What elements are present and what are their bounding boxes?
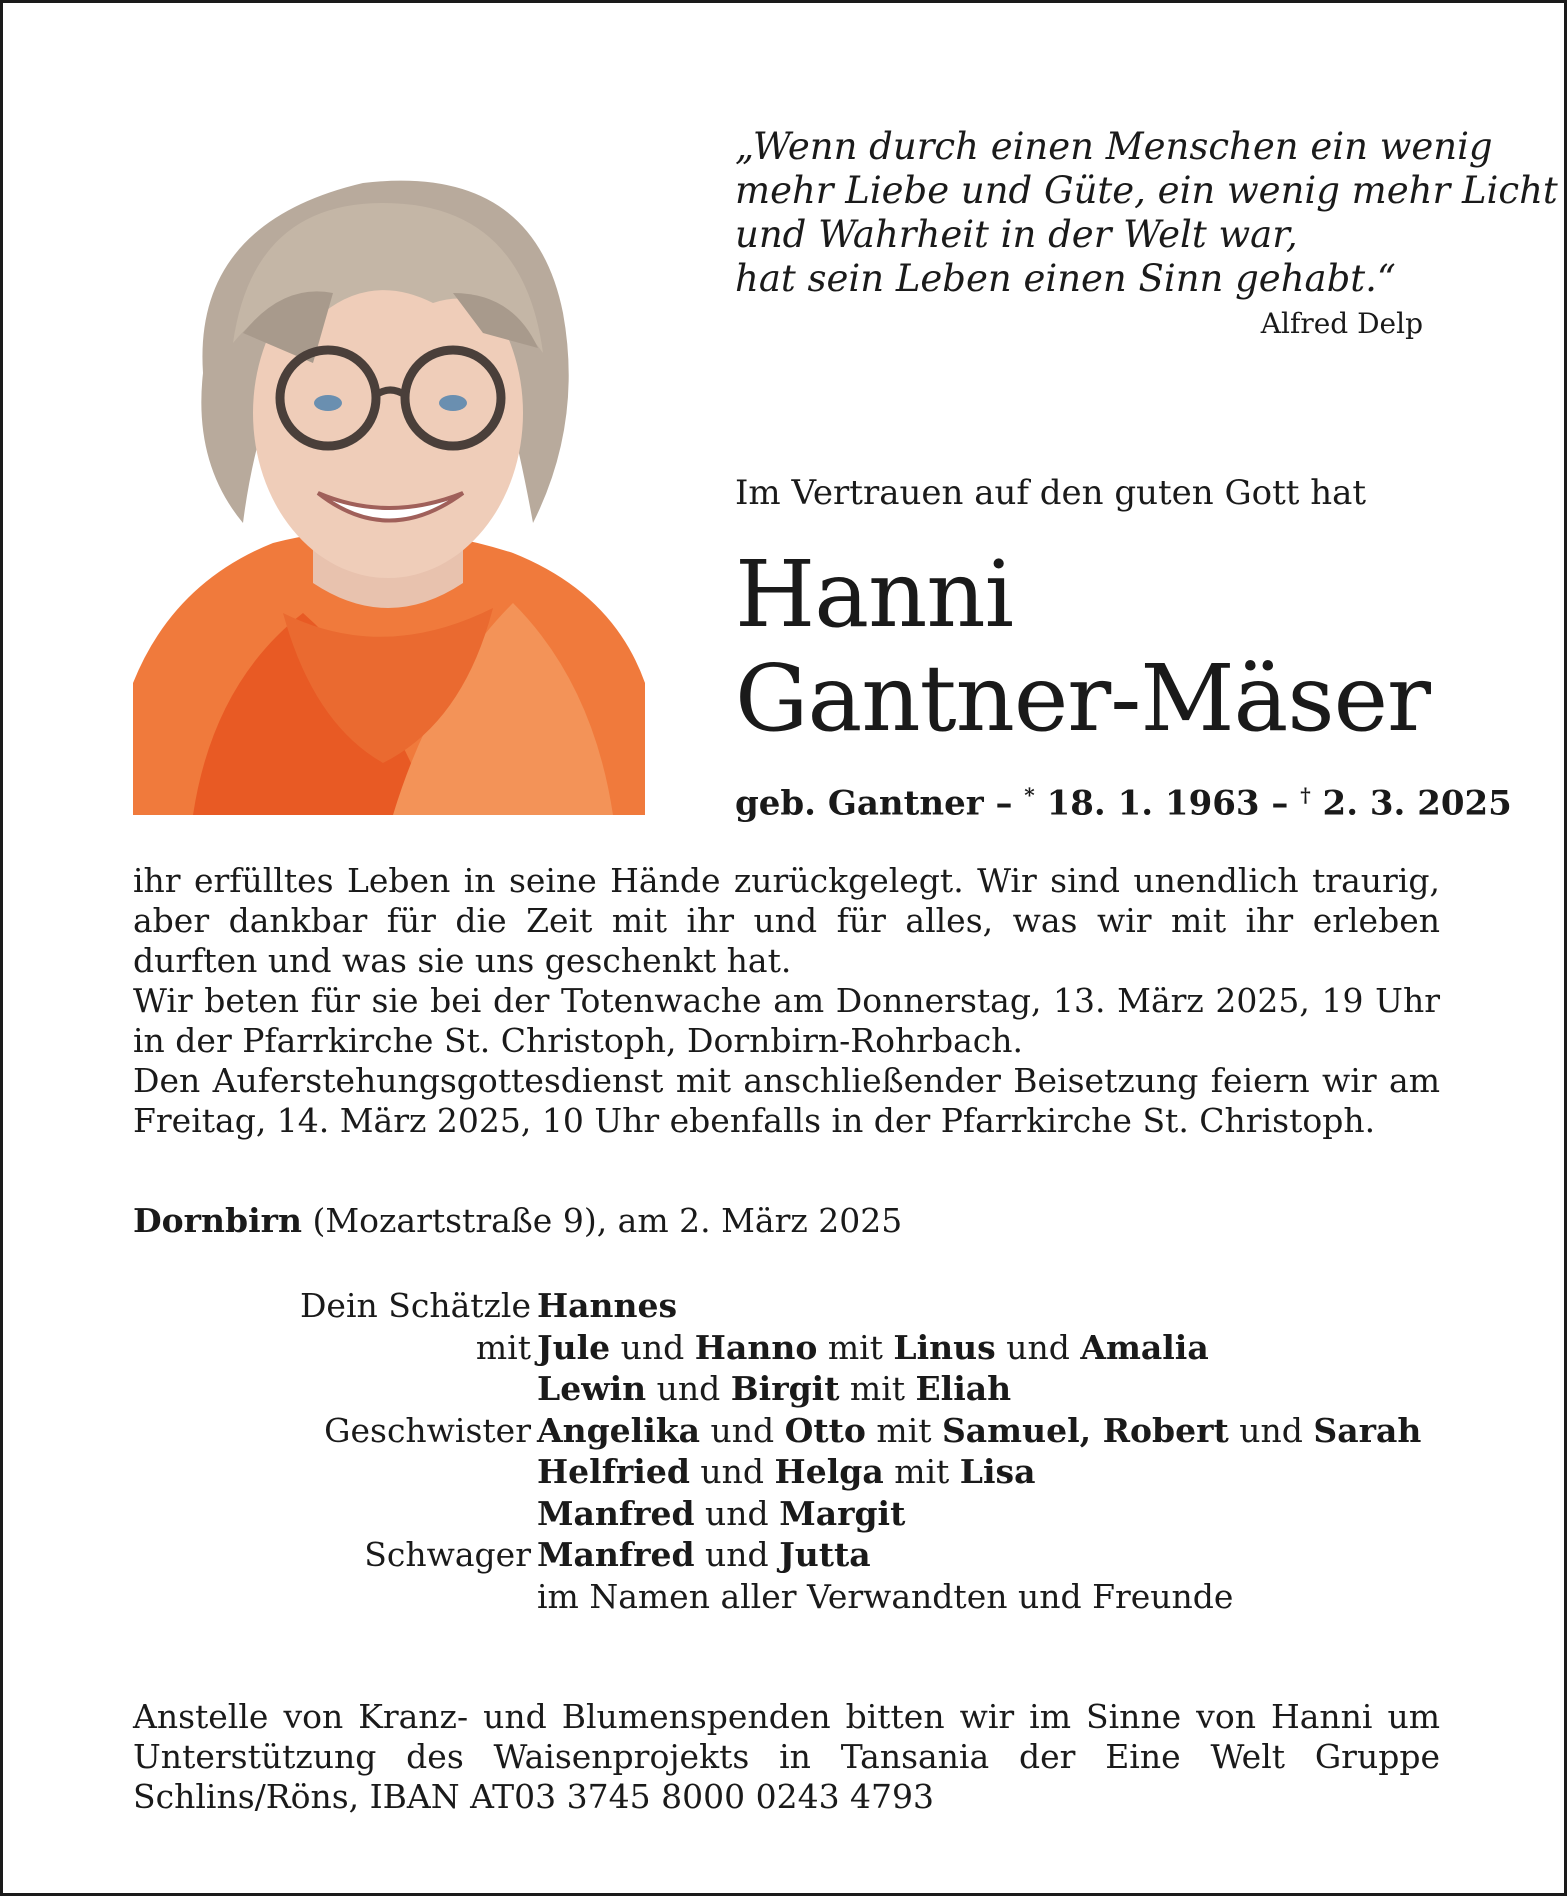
mourners-row xyxy=(133,1451,1443,1493)
portrait-photo xyxy=(133,163,645,815)
connector: und xyxy=(610,1327,695,1367)
death-symbol: † xyxy=(1300,783,1311,807)
mourner-name: Eliah xyxy=(915,1369,1012,1408)
mourners-label xyxy=(133,1368,537,1410)
connector: und xyxy=(700,1410,785,1450)
place-city: Dornbirn xyxy=(133,1201,302,1240)
connector: und xyxy=(646,1369,731,1408)
body-text xyxy=(133,861,1440,1141)
connector: und xyxy=(1228,1410,1314,1450)
body-paragraph: ihr erfülltes Leben in seine Hände zurückgelegt. Wir sind unendlich traurig, aber dankbar für die Zeit mit ihr und für alles, was wir mit ihr erleben durften und was sie uns geschenkt hat. xyxy=(133,861,1440,980)
mourners-label: mit xyxy=(475,1327,531,1367)
connector: und xyxy=(694,1493,780,1533)
quote xyxy=(735,125,1558,301)
mourner-name: Hanno xyxy=(694,1327,818,1367)
mourner-name: Lisa xyxy=(959,1452,1036,1491)
connector: mit xyxy=(817,1327,894,1367)
mourner-name: Helga xyxy=(774,1452,884,1491)
connector: und xyxy=(995,1327,1081,1367)
quote-line: „Wenn durch einen Menschen ein wenig xyxy=(735,125,1493,168)
maiden-name: geb. Gantner – xyxy=(735,783,1025,824)
mourners-row xyxy=(133,1285,1443,1327)
mourner-name: Samuel, Robert xyxy=(941,1410,1229,1450)
connector: mit xyxy=(883,1452,960,1491)
connector: mit xyxy=(839,1369,916,1408)
mourner-name: Manfred xyxy=(537,1493,695,1533)
life-dates xyxy=(735,783,1512,823)
mourner-name: Lewin xyxy=(537,1369,647,1408)
connector: und xyxy=(689,1452,775,1491)
place-date xyxy=(133,1201,902,1240)
mourner-name: Linus xyxy=(893,1327,996,1367)
quote-line: hat sein Leben einen Sinn gehabt.“ xyxy=(735,257,1396,300)
mourners-label xyxy=(133,1493,537,1535)
connector: und xyxy=(694,1535,780,1574)
donation-note: Anstelle von Kranz- und Blumenspenden bitten wir im Sinne von Hanni um Unterstützung des Waisenprojekts in Tansania der Eine Welt Gruppe Schlins/Röns, IBAN AT03 3745 8000 0243 4793 xyxy=(133,1697,1440,1816)
deceased-name xyxy=(735,543,1430,751)
mourners-label: Schwager xyxy=(364,1535,531,1574)
birth-symbol: * xyxy=(1024,783,1035,807)
body-paragraph: Wir beten für sie bei der Totenwache am Donnerstag, 13. März 2025, 19 Uhr in der Pfarrkirche St. Christoph, Dornbirn-Rohrbach. xyxy=(133,981,1440,1060)
mourners-label xyxy=(133,1576,537,1618)
first-name: Hanni xyxy=(735,541,1014,648)
mourner-name: Otto xyxy=(784,1410,866,1450)
last-name: Gantner-Mäser xyxy=(735,645,1431,752)
mourners-label: Dein Schätzle xyxy=(299,1286,531,1325)
intro-text: Im Vertrauen auf den guten Gott hat xyxy=(735,473,1367,513)
mourners-row xyxy=(133,1534,1443,1576)
mourner-name: Jutta xyxy=(779,1535,871,1574)
mourners-list xyxy=(133,1285,1443,1617)
mourner-name: Hannes xyxy=(537,1286,678,1325)
mourner-name: Manfred xyxy=(537,1535,695,1574)
mourners-row xyxy=(133,1368,1443,1410)
mourners-row xyxy=(133,1576,1443,1618)
mourners-row xyxy=(133,1410,1443,1452)
mourners-row xyxy=(133,1327,1443,1369)
mourners-closing: im Namen aller Verwandten und Freunde xyxy=(537,1576,1234,1616)
mourner-name: Sarah xyxy=(1313,1410,1422,1450)
mourners-row xyxy=(133,1493,1443,1535)
mourner-name: Jule xyxy=(537,1327,611,1367)
body-paragraph: Den Auferstehungsgottesdienst mit anschließender Beisetzung feiern wir am Freitag, 14. März 2025, 10 Uhr ebenfalls in der Pfarrkirche St. Christoph. xyxy=(133,1061,1440,1140)
quote-line: und Wahrheit in der Welt war, xyxy=(735,213,1298,256)
mourner-name: Angelika xyxy=(537,1410,700,1450)
connector: mit xyxy=(865,1410,942,1450)
quote-line: mehr Liebe und Güte, ein wenig mehr Licht xyxy=(735,169,1558,212)
place-rest: (Mozartstraße 9), am 2. März 2025 xyxy=(302,1201,903,1240)
mourner-name: Birgit xyxy=(730,1369,840,1408)
quote-author: Alfred Delp xyxy=(1260,307,1423,340)
mourner-name: Helfried xyxy=(537,1452,690,1491)
death-date: 2. 3. 2025 xyxy=(1310,783,1512,824)
mourner-name: Amalia xyxy=(1080,1327,1209,1367)
mourners-label xyxy=(133,1451,537,1493)
birth-date: 18. 1. 1963 – xyxy=(1034,783,1301,824)
mourners-label: Geschwister xyxy=(324,1410,531,1450)
mourner-name: Margit xyxy=(779,1493,906,1533)
